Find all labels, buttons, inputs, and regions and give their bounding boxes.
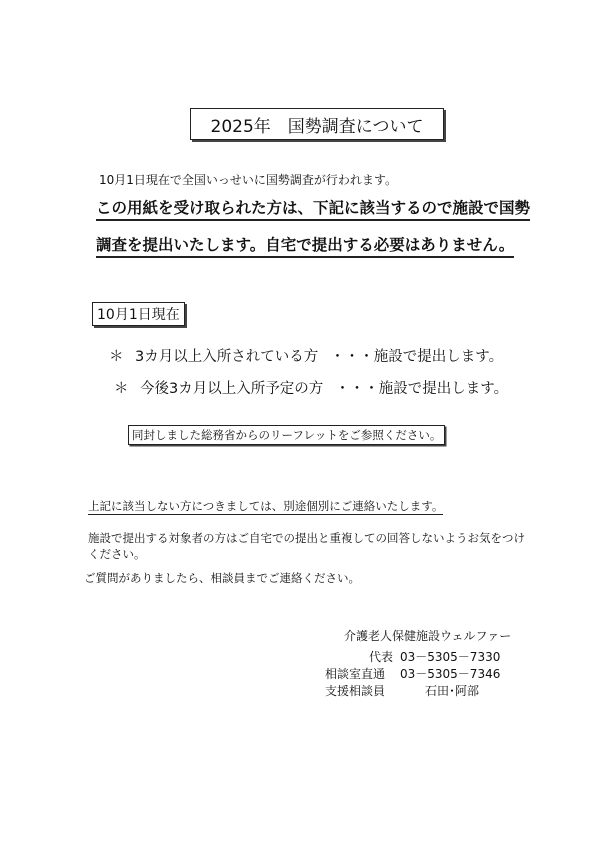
contact-label-direct: 相談室直通 xyxy=(325,667,386,681)
page-title: 2025年 国勢調査について xyxy=(190,108,444,140)
contact-phone-main: 03－5305－7330 xyxy=(400,650,501,664)
list-item-action: 施設で提出します。 xyxy=(378,381,509,397)
not-applicable-note: 上記に該当しない方につきましては、別途個別にご連絡いたします。 xyxy=(88,499,444,513)
duplicate-warning-note: 施設で提出する対象者の方はご自宅での提出と重複しての回答しないようお気をつけください。 xyxy=(88,531,525,561)
bold-notice-line-1: この用紙を受け取られた方は、下記に該当するので施設で国勢 xyxy=(96,196,530,221)
dots: ・・・ xyxy=(335,381,379,397)
list-item-text: 3カ月以上入所されている方 xyxy=(135,349,319,365)
contact-phone-direct: 03－5305－7346 xyxy=(400,667,501,681)
intro-text: 10月1日現在で全国いっせいに国勢調査が行われます。 xyxy=(99,173,397,187)
bold-notice-line-2: 調査を提出いたします。自宅で提出する必要はありません。 xyxy=(96,233,514,258)
asterisk-bullet: ＊ xyxy=(109,349,124,365)
contact-label-main: 代表 xyxy=(368,650,393,664)
asterisk-bullet: ＊ xyxy=(114,381,129,397)
list-item-text: 今後3カ月以上入所予定の方 xyxy=(140,381,324,397)
list-item-action: 施設で提出します。 xyxy=(373,349,504,365)
list-item xyxy=(114,377,508,398)
dots: ・・・ xyxy=(330,349,374,365)
leaflet-note: 同封しました総務省からのリーフレットをご参照ください。 xyxy=(128,425,445,445)
questions-note: ご質問がありましたら、相談員までご連絡ください。 xyxy=(84,571,360,585)
date-label: 10月1日現在 xyxy=(92,302,185,326)
list-item xyxy=(109,345,503,366)
contact-label-counselor: 支援相談員 xyxy=(325,684,386,698)
contact-counselor-names: 石田･阿部 xyxy=(425,684,480,698)
facility-name: 介護老人保健施設ウェルファー xyxy=(344,629,512,643)
